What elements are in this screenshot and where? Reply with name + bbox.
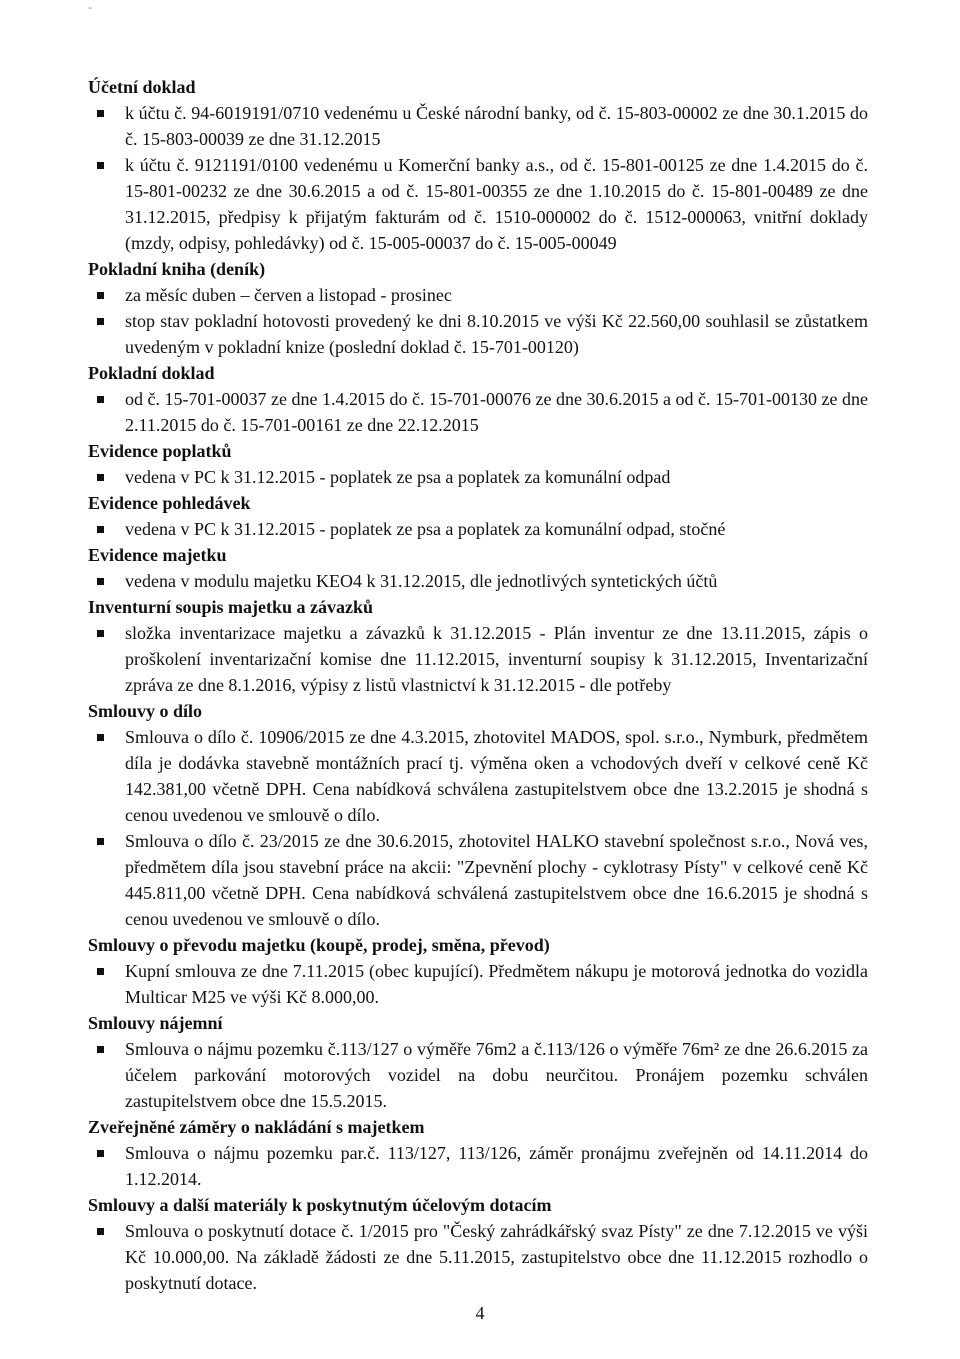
item-list [88, 1140, 868, 1192]
item-list [88, 724, 868, 932]
section-heading: Evidence majetku [88, 545, 227, 565]
bullet-icon [97, 396, 104, 403]
bullet-icon [97, 1228, 104, 1235]
bullet-icon [97, 318, 104, 325]
item-text: Smlouva o dílo č. 10906/2015 ze dne 4.3.2015, zhotovitel MADOS, spol. s.r.o., Nymburk, předmětem díla je dodávka stavebně montážních prací tj. výměna oken a vchodových dveří v celkové ceně Kč 142.381,00 včetně DPH. Cena nabídková schválena zastupitelstvem obce dne 13.2.2015 je shodná s cenou uvedenou ve smlouvě o dílo. [125, 727, 868, 825]
section-heading: Inventurní soupis majetku a závazků [88, 597, 374, 617]
corner-mark: - [88, 0, 92, 14]
list-item [88, 308, 868, 360]
section-evidence-majetku [88, 542, 868, 594]
list-item [88, 152, 868, 256]
bullet-icon [97, 474, 104, 481]
item-list [88, 282, 868, 360]
item-list [88, 620, 868, 698]
item-list [88, 568, 868, 594]
item-list [88, 1218, 868, 1296]
bullet-icon [97, 110, 104, 117]
item-text: vedena v modulu majetku KEO4 k 31.12.2015, dle jednotlivých syntetických účtů [125, 571, 718, 591]
item-text: k účtu č. 94-6019191/0710 vedenému u České národní banky, od č. 15-803-00002 ze dne 30.1.2015 do č. 15-803-00039 ze dne 31.12.2015 [125, 103, 868, 149]
bullet-icon [97, 630, 104, 637]
section-inventurni-soupis [88, 594, 868, 698]
item-list [88, 464, 868, 490]
bullet-icon [97, 734, 104, 741]
item-list [88, 516, 868, 542]
section-heading: Smlouvy a další materiály k poskytnutým účelovým dotacím [88, 1195, 552, 1215]
item-text: vedena v PC k 31.12.2015 - poplatek ze psa a poplatek za komunální odpad [125, 467, 671, 487]
item-list [88, 100, 868, 256]
document-page [88, 74, 868, 1296]
section-heading: Smlouvy o převodu majetku (koupě, prodej, směna, převod) [88, 935, 550, 955]
bullet-icon [97, 526, 104, 533]
page-number: 4 [475, 1303, 485, 1323]
item-text: Smlouva o nájmu pozemku par.č. 113/127, 113/126, záměr pronájmu zveřejněn od 14.11.2014 do 1.12.2014. [125, 1143, 868, 1189]
list-item [88, 1036, 868, 1114]
list-item [88, 386, 868, 438]
section-heading: Pokladní doklad [88, 363, 215, 383]
section-pokladni-doklad [88, 360, 868, 438]
section-evidence-poplatku [88, 438, 868, 490]
section-heading: Smlouvy o dílo [88, 701, 203, 721]
section-smlouvy-o-prevodu [88, 932, 868, 1010]
item-text: Smlouva o dílo č. 23/2015 ze dne 30.6.2015, zhotovitel HALKO stavební společnost s.r.o., Nová ves, předmětem díla jsou stavební práce na akcii: "Zpevnění plochy - cyklotrasy Písty" v celkové ceně Kč 445.811,00 včetně DPH. Cena nabídková schválená zastupitelstvem obce dne 16.6.2015 je shodná s cenou uvedenou ve smlouvě o dílo. [125, 831, 868, 929]
item-text: Kupní smlouva ze dne 7.11.2015 (obec kupující). Předmětem nákupu je motorová jednotka do vozidla Multicar M25 ve výši Kč 8.000,00. [125, 961, 868, 1007]
section-ucelove-dotace [88, 1192, 868, 1296]
list-item [88, 464, 868, 490]
list-item [88, 568, 868, 594]
item-text: stop stav pokladní hotovosti provedený ke dni 8.10.2015 ve výši Kč 22.560,00 souhlasil se zůstatkem uvedeným v pokladní knize (poslední doklad č. 15-701-00120) [125, 311, 868, 357]
section-heading: Pokladní kniha (deník) [88, 259, 266, 279]
section-heading: Smlouvy nájemní [88, 1013, 223, 1033]
list-item [88, 1218, 868, 1296]
item-text: vedena v PC k 31.12.2015 - poplatek ze psa a poplatek za komunální odpad, stočné [125, 519, 726, 539]
list-item [88, 620, 868, 698]
section-heading: Evidence poplatků [88, 441, 232, 461]
section-heading: Zveřejněné záměry o nakládání s majetkem [88, 1117, 425, 1137]
item-list [88, 958, 868, 1010]
section-evidence-pohledavek [88, 490, 868, 542]
list-item [88, 516, 868, 542]
bullet-icon [97, 968, 104, 975]
section-smlouvy-najemni [88, 1010, 868, 1114]
section-smlouvy-o-dilo [88, 698, 868, 932]
bullet-icon [97, 838, 104, 845]
bullet-icon [97, 578, 104, 585]
section-heading: Evidence pohledávek [88, 493, 251, 513]
bullet-icon [97, 1046, 104, 1053]
list-item [88, 1140, 868, 1192]
list-item [88, 724, 868, 828]
bullet-icon [97, 1150, 104, 1157]
section-zverejnene-zamery [88, 1114, 868, 1192]
item-text: od č. 15-701-00037 ze dne 1.4.2015 do č. 15-701-00076 ze dne 30.6.2015 a od č. 15-701-00130 ze dne 2.11.2015 do č. 15-701-00161 ze dne 22.12.2015 [125, 389, 868, 435]
item-list [88, 386, 868, 438]
item-list [88, 1036, 868, 1114]
item-text: za měsíc duben – červen a listopad - prosinec [125, 285, 452, 305]
section-heading: Účetní doklad [88, 77, 196, 97]
item-text: Smlouva o nájmu pozemku č.113/127 o výměře 76m2 a č.113/126 o výměře 76m² ze dne 26.6.2015 za účelem parkování motorových vozidel na dobu neurčitou. Pronájem pozemku schválen zastupitelstvem obce dne 15.5.2015. [125, 1039, 868, 1111]
item-text: složka inventarizace majetku a závazků k 31.12.2015 - Plán inventur ze dne 13.11.2015, zápis o proškolení inventarizační komise dne 11.12.2015, inventurní soupisy k 31.12.2015, Inventarizační zpráva ze dne 8.1.2016, výpisy z listů vlastnictví k 31.12.2015 - dle potřeby [125, 623, 868, 695]
list-item [88, 828, 868, 932]
bullet-icon [97, 292, 104, 299]
item-text: k účtu č. 9121191/0100 vedenému u Komerční banky a.s., od č. 15-801-00125 ze dne 1.4.2015 do č. 15-801-00232 ze dne 30.6.2015 a od č. 15-801-00355 ze dne 1.10.2015 do č. 15-801-00489 ze dne 31.12.2015, předpisy k přijatým fakturám od č. 1510-000002 do č. 1512-000063, vnitřní doklady (mzdy, odpisy, pohledávky) od č. 15-005-00037 do č. 15-005-00049 [125, 155, 868, 253]
section-ucetni-doklad [88, 74, 868, 256]
item-text: Smlouva o poskytnutí dotace č. 1/2015 pro "Český zahrádkářský svaz Písty" ze dne 7.12.2015 ve výši Kč 10.000,00. Na základě žádosti ze dne 5.11.2015, zastupitelstvo obce dne 11.12.2015 rozhodlo o poskytnutí dotace. [125, 1221, 868, 1293]
bullet-icon [97, 162, 104, 169]
list-item [88, 282, 868, 308]
section-pokladni-kniha [88, 256, 868, 360]
list-item [88, 100, 868, 152]
list-item [88, 958, 868, 1010]
